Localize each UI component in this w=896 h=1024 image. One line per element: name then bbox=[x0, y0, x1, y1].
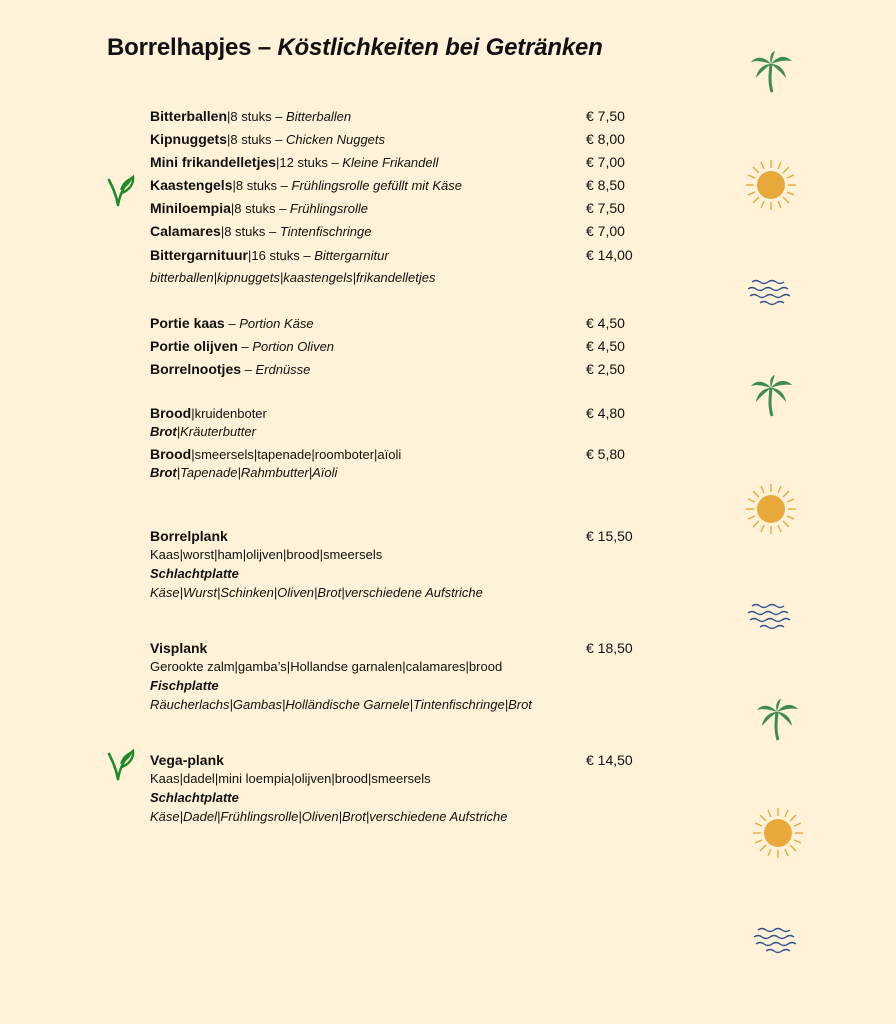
item-name: Brood bbox=[150, 405, 192, 421]
vegan-leaf-icon bbox=[106, 174, 136, 208]
item-name: Vega-plank bbox=[150, 752, 224, 768]
item-translation: Bittergarnitur bbox=[314, 248, 389, 263]
item-translation: Chicken Nuggets bbox=[286, 132, 386, 147]
item-name: Calamares bbox=[150, 223, 221, 239]
title-dutch: Borrelhapjes bbox=[107, 34, 252, 61]
menu-item-portie-kaas bbox=[150, 314, 314, 333]
palm-tree-icon bbox=[748, 374, 794, 418]
menu-item-bittergarnituur bbox=[150, 246, 389, 265]
menu-item-borrelnootjes bbox=[150, 360, 310, 379]
sun-icon bbox=[751, 806, 805, 860]
item-detail: – bbox=[241, 362, 256, 377]
sun-icon bbox=[744, 482, 798, 536]
bittergarnituur-contents: bitterballen|kipnuggets|kaastengels|frikandelletjes bbox=[150, 270, 436, 285]
item-price: € 7,00 bbox=[586, 154, 625, 170]
menu-item-vega-plank bbox=[150, 751, 224, 770]
german-bold: Brot bbox=[150, 465, 177, 480]
item-price: € 8,50 bbox=[586, 177, 625, 193]
item-detail: |8 stuks – bbox=[230, 201, 290, 216]
item-translation: Tintenfischringe bbox=[279, 224, 372, 239]
item-translation: Kleine Frikandell bbox=[342, 155, 439, 170]
title-separator: – bbox=[251, 34, 278, 61]
item-translation: Frühlingsrolle bbox=[289, 201, 368, 216]
menu-item-brood-kruidenboter bbox=[150, 404, 267, 423]
menu-item-borrelplank bbox=[150, 527, 228, 546]
menu-item-kipnuggets bbox=[150, 130, 385, 149]
item-name: Borrelnootjes bbox=[150, 361, 242, 377]
item-name: Mini frikandelletjes bbox=[150, 154, 277, 170]
vegaplank-description: Kaas|dadel|mini loempia|olijven|brood|smeersels bbox=[150, 771, 431, 786]
menu-item-portie-olijven bbox=[150, 337, 334, 356]
item-price: € 4,50 bbox=[586, 315, 625, 331]
item-name: Bitterballen bbox=[150, 108, 228, 124]
item-price: € 2,50 bbox=[586, 361, 625, 377]
item-price: € 7,50 bbox=[586, 200, 625, 216]
item-price: € 4,80 bbox=[586, 405, 625, 421]
borrelplank-german-description: Käse|Wurst|Schinken|Oliven|Brot|verschiedene Aufstriche bbox=[150, 585, 483, 600]
item-detail: – bbox=[224, 316, 240, 331]
item-price: € 14,00 bbox=[586, 247, 633, 263]
item-detail: |kruidenboter bbox=[191, 406, 267, 421]
item-name: Visplank bbox=[150, 640, 208, 656]
item-detail: |16 stuks – bbox=[248, 248, 315, 263]
menu-item-brood-smeersels bbox=[150, 445, 401, 464]
item-detail: |8 stuks – bbox=[232, 178, 292, 193]
vegaplank-german-description: Käse|Dadel|Frühlingsrolle|Oliven|Brot|verschiedene Aufstriche bbox=[150, 809, 508, 824]
item-name: Portie kaas bbox=[150, 315, 225, 331]
menu-item-mini-frikandelletjes bbox=[150, 153, 438, 172]
item-detail: |8 stuks – bbox=[227, 109, 287, 124]
item-translation: Portion Oliven bbox=[252, 339, 335, 354]
item-name: Kipnuggets bbox=[150, 131, 227, 147]
menu-item-visplank bbox=[150, 639, 207, 658]
menu-item-kaastengels bbox=[150, 176, 462, 195]
title-german: Köstlichkeiten bei Getränken bbox=[277, 34, 603, 61]
item-price: € 15,50 bbox=[586, 528, 633, 544]
item-price: € 14,50 bbox=[586, 752, 633, 768]
waves-icon bbox=[746, 602, 798, 632]
waves-icon bbox=[746, 278, 798, 308]
item-detail: |8 stuks – bbox=[220, 224, 280, 239]
item-name: Borrelplank bbox=[150, 528, 228, 544]
item-price: € 7,50 bbox=[586, 108, 625, 124]
visplank-german-title: Fischplatte bbox=[150, 678, 219, 693]
menu-item-miniloempia bbox=[150, 199, 368, 218]
german-bold: Brot bbox=[150, 424, 177, 439]
german-rest: |Kräuterbutter bbox=[176, 424, 256, 439]
waves-icon bbox=[752, 926, 804, 956]
item-price: € 4,50 bbox=[586, 338, 625, 354]
item-name: Bittergarnituur bbox=[150, 247, 248, 263]
item-name: Kaastengels bbox=[150, 177, 233, 193]
item-translation: Frühlingsrolle gefüllt mit Käse bbox=[291, 178, 463, 193]
item-price: € 8,00 bbox=[586, 131, 625, 147]
item-price: € 18,50 bbox=[586, 640, 633, 656]
item-detail: |8 stuks – bbox=[227, 132, 287, 147]
menu-item-bitterballen bbox=[150, 107, 351, 126]
item-detail: – bbox=[237, 339, 253, 354]
borrelplank-description: Kaas|worst|ham|olijven|brood|smeersels bbox=[150, 547, 383, 562]
brood-smeersels-german bbox=[150, 464, 337, 482]
palm-tree-icon bbox=[754, 698, 800, 742]
page-title bbox=[107, 34, 603, 62]
item-name: Miniloempia bbox=[150, 200, 231, 216]
brood-kruidenboter-german bbox=[150, 423, 256, 441]
borrelplank-german-title: Schlachtplatte bbox=[150, 566, 239, 581]
palm-tree-icon bbox=[748, 50, 794, 94]
vegaplank-german-title: Schlachtplatte bbox=[150, 790, 239, 805]
item-translation: Bitterballen bbox=[286, 109, 352, 124]
item-detail: |12 stuks – bbox=[276, 155, 343, 170]
visplank-description: Gerookte zalm|gamba’s|Hollandse garnalen|calamares|brood bbox=[150, 659, 503, 674]
item-detail: |smeersels|tapenade|roomboter|aïoli bbox=[191, 447, 402, 462]
item-price: € 7,00 bbox=[586, 223, 625, 239]
menu-item-calamares bbox=[150, 222, 372, 241]
item-name: Brood bbox=[150, 446, 192, 462]
item-translation: Erdnüsse bbox=[255, 362, 311, 377]
item-price: € 5,80 bbox=[586, 446, 625, 462]
sun-icon bbox=[744, 158, 798, 212]
visplank-german-description: Räucherlachs|Gambas|Holländische Garnele|Tintenfischringe|Brot bbox=[150, 697, 532, 712]
item-name: Portie olijven bbox=[150, 338, 238, 354]
item-translation: Portion Käse bbox=[239, 316, 314, 331]
german-rest: |Tapenade|Rahmbutter|Aïoli bbox=[176, 465, 338, 480]
vegan-leaf-icon bbox=[106, 748, 136, 782]
